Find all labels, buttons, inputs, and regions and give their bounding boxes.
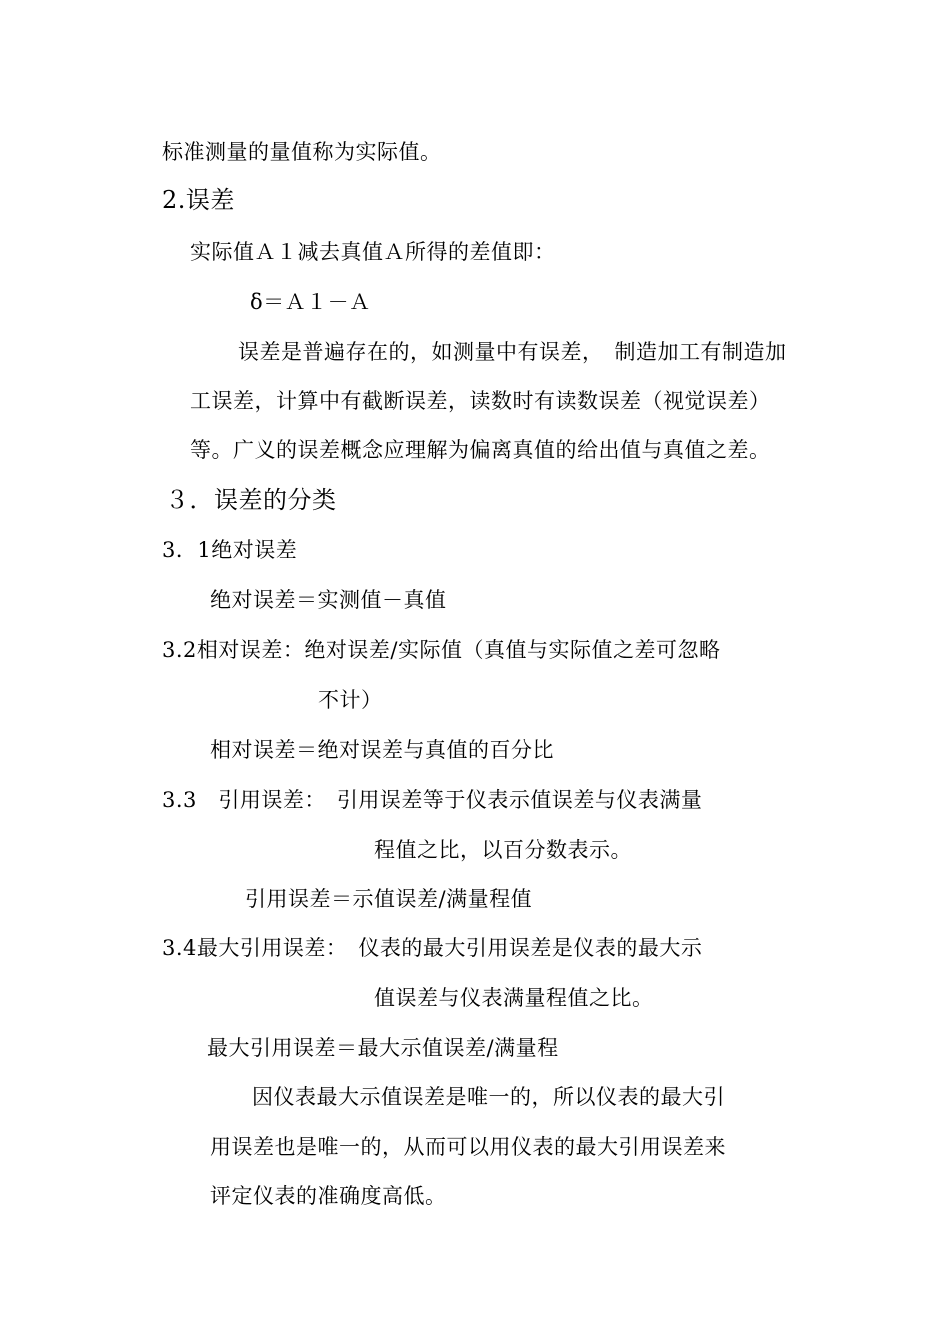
- formula-max-fiducial-error: 最大引用误差＝最大示值误差/满量程: [207, 1036, 559, 1060]
- text-line-22: 评定仪表的准确度高低。: [210, 1184, 447, 1208]
- heading-3-2-relative-error: 3.2相对误差：绝对误差/实际值（真值与实际值之差可忽略: [162, 638, 721, 662]
- formula-fiducial-error: 引用误差＝示值误差/满量程值: [245, 887, 533, 911]
- text-line-12: 不计）: [318, 688, 383, 712]
- text-line-1: 标准测量的量值称为实际值。: [162, 140, 442, 164]
- text-line-20: 因仪表最大示值误差是唯一的，所以仪表的最大引: [252, 1085, 725, 1109]
- text-line-5: 误差是普遍存在的，如测量中有误差， 制造加工有制造加: [238, 340, 787, 364]
- text-line-18: 值误差与仪表满量程值之比。: [374, 986, 654, 1010]
- text-line-15: 程值之比，以百分数表示。: [374, 838, 632, 862]
- heading-3-1-absolute-error: 3．1绝对误差: [162, 538, 298, 562]
- formula-absolute-error: 绝对误差＝实测值－真值: [210, 588, 447, 612]
- heading-3-3-fiducial-error: 3.3 引用误差： 引用误差等于仪表示值误差与仪表满量: [162, 788, 703, 812]
- formula-delta: δ＝Ａ１－Ａ: [250, 290, 371, 314]
- heading-3-error-classification: ３．误差的分类: [165, 486, 337, 514]
- text-line-21: 用误差也是唯一的，从而可以用仪表的最大引用误差来: [210, 1135, 726, 1159]
- heading-2-error: 2.误差: [162, 186, 235, 214]
- text-line-7: 等。广义的误差概念应理解为偏离真值的给出值与真值之差。: [190, 438, 771, 462]
- formula-relative-error: 相对误差＝绝对误差与真值的百分比: [210, 738, 554, 762]
- text-line-6: 工误差，计算中有截断误差，读数时有读数误差（视觉误差）: [190, 389, 771, 413]
- heading-3-4-max-fiducial-error: 3.4最大引用误差： 仪表的最大引用误差是仪表的最大示: [162, 936, 703, 960]
- text-line-3: 实际值Ａ１减去真值Ａ所得的差值即：: [190, 240, 556, 264]
